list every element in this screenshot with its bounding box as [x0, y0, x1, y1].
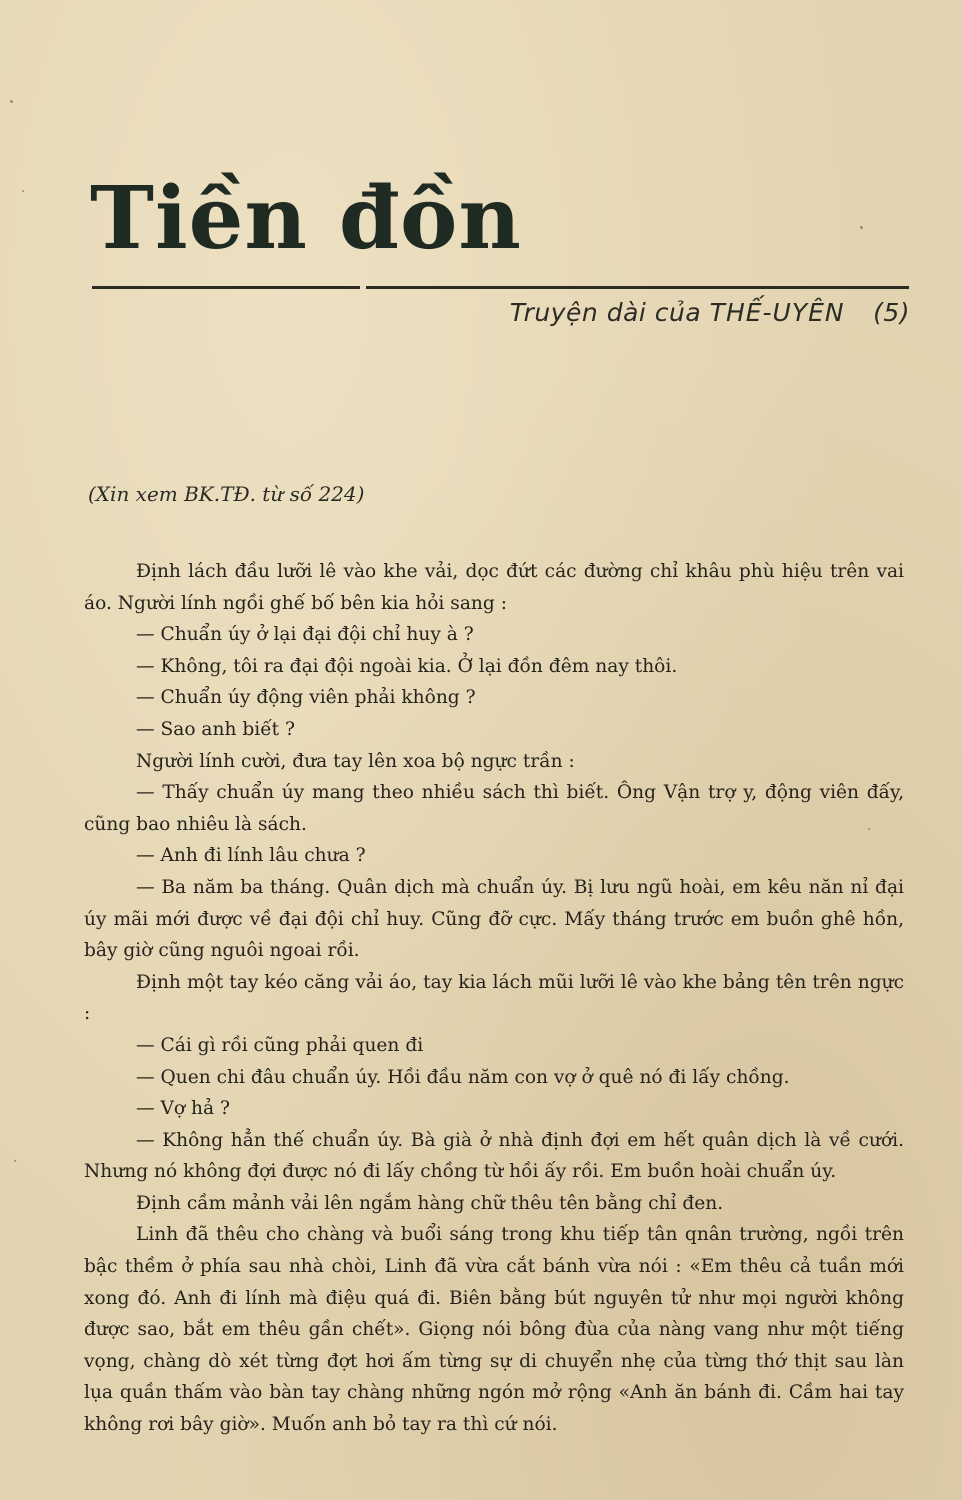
title-rule-right [366, 286, 909, 289]
paragraph: — Không, tôi ra đại đội ngoài kia. Ở lại đồn đêm nay thôi. [136, 655, 678, 677]
installment-number: (5) [873, 298, 910, 327]
story-body [84, 556, 904, 1441]
paragraph: — Ba năm ba tháng. Quân dịch mà chuẩn úy. Bị lưu ngũ hoài, em kêu năn nỉ đại úy mãi mới được về đại đội chỉ huy. Cũng đỡ cực. Mấy tháng trước em buồn ghê hồn, bây giờ cũng nguôi ngoai rồi. [84, 876, 904, 962]
paragraph: — Anh đi lính lâu chưa ? [136, 845, 366, 867]
continuation-reference: (Xin xem BK.TĐ. từ số 224) [88, 482, 365, 506]
paragraph: — Sao anh biết ? [136, 718, 296, 740]
paragraph: Linh đã thêu cho chàng và buổi sáng trong khu tiếp tân qnân trường, ngồi trên bậc thềm ở phía sau nhà chòi, Linh đã vừa cắt bánh vừa nói : «Em thêu cả tuần mới xong đó. Anh đi lính mà điệu quá đi. Biên bằng bút nguyên tử như mọi người không được sao, bắt em thêu gần chết». Giọng nói bông đùa của nàng vang như một tiếng vọng, chàng dò xét từng đợt hơi ấm từng sự di chuyển nhẹ của từng thớ thịt sau làn lụa quần thấm vào bàn tay chàng những ngón mở rộng «Anh ăn bánh đi. Cầm hai tay không rơi bây giờ». Muốn anh bỏ tay ra thì cứ nói. [84, 1224, 904, 1436]
paragraph: — Quen chi đâu chuẩn úy. Hồi đầu năm con vợ ở quê nó đi lấy chồng. [136, 1066, 790, 1088]
byline-prefix: Truyện dài của [509, 298, 702, 327]
paragraph: Định lách đầu lưỡi lê vào khe vải, dọc đứt các đường chỉ khâu phù hiệu trên vai áo. Người lính ngồi ghế bố bên kia hỏi sang : [84, 561, 904, 614]
byline [510, 298, 910, 327]
paragraph: — Cái gì rồi cũng phải quen đi [136, 1034, 424, 1056]
paper-speck [22, 190, 24, 192]
paper-speck [14, 1160, 16, 1162]
paragraph: — Thấy chuẩn úy mang theo nhiều sách thì biết. Ông Vận trợ y, động viên đấy, cũng bao nhiêu là sách. [84, 782, 904, 835]
paragraph: — Không hẳn thế chuẩn úy. Bà già ở nhà định đợi em hết quân dịch là về cưới. Nhưng nó không đợi được nó đi lấy chồng từ hồi ấy rồi. Em buồn hoài chuẩn úy. [84, 1129, 904, 1183]
title-rule-left [92, 286, 360, 289]
paper-speck [10, 100, 13, 103]
paper-speck [868, 828, 870, 830]
paper-speck [860, 226, 863, 229]
paragraph: Định một tay kéo căng vải áo, tay kia lách mũi lưỡi lê vào khe bảng tên trên ngực : [84, 971, 904, 1025]
paragraph: — Chuẩn úy ở lại đại đội chỉ huy à ? [136, 624, 474, 646]
paragraph: — Vợ hả ? [136, 1098, 230, 1120]
paragraph: — Chuẩn úy động viên phải không ? [136, 687, 476, 709]
story-title: Tiền đồn [90, 168, 522, 269]
paragraph: Người lính cười, đưa tay lên xoa bộ ngực trần : [136, 750, 575, 772]
byline-author: THẾ-UYÊN [709, 298, 845, 327]
paragraph: Định cầm mảnh vải lên ngắm hàng chữ thêu tên bằng chỉ đen. [136, 1192, 724, 1214]
